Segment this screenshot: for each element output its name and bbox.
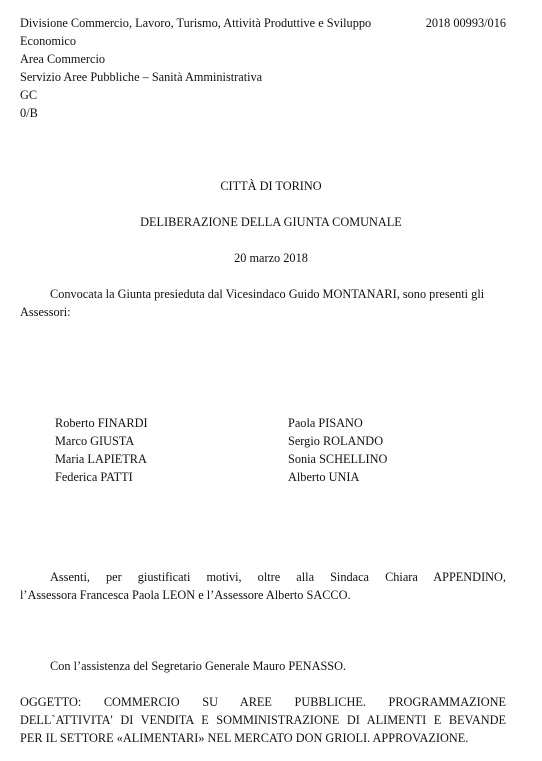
assessor-name: Alberto UNIA <box>288 470 360 484</box>
division-name-line-2: Economico <box>20 34 77 48</box>
division-name-line-1: Divisione Commercio, Lavoro, Turismo, Attività Produttive e Sviluppo <box>20 16 372 30</box>
city-title: CITTÀ DI TORINO <box>220 179 322 193</box>
deliberation-title: DELIBERAZIONE DELLA GIUNTA COMUNALE <box>140 215 402 229</box>
assessors-right-column <box>288 414 387 486</box>
absent-line-2: l’Assessora Francesca Paola LEON e l’Assessore Alberto SACCO. <box>20 588 351 602</box>
assessor-name: Marco GIUSTA <box>55 434 135 448</box>
assessor-name: Roberto FINARDI <box>55 416 148 430</box>
intro-line-1: Convocata la Giunta presieduta dal Vicesindaco Guido MONTANARI, sono presenti gli <box>50 287 485 301</box>
assessor-name: Sonia SCHELLINO <box>288 452 388 466</box>
subject-line-2: DELL`ATTIVITA' DI VENDITA E SOMMINISTRAZIONE DI ALIMENTI E BEVANDE <box>20 713 506 727</box>
assessor-name: Paola PISANO <box>288 416 363 430</box>
code-ob: 0/B <box>20 106 38 120</box>
division-header <box>20 14 371 122</box>
assessor-name: Maria LAPIETRA <box>55 452 147 466</box>
subject-line-1: OGGETTO: COMMERCIO SU AREE PUBBLICHE. PROGRAMMAZIONE <box>20 695 506 709</box>
absent-line-1: Assenti, per giustificati motivi, oltre alla Sindaca Chiara APPENDINO, <box>50 570 506 584</box>
document-reference-number: 2018 00993/016 <box>425 16 506 30</box>
area-name: Area Commercio <box>20 52 106 66</box>
assessor-name: Sergio ROLANDO <box>288 434 384 448</box>
code-gc: GC <box>20 88 38 102</box>
subject-line-3: PER IL SETTORE «ALIMENTARI» NEL MERCATO DON GRIOLI. APPROVAZIONE. <box>20 731 469 745</box>
service-name: Servizio Aree Pubbliche – Sanità Amministrativa <box>20 70 263 84</box>
assessor-name: Federica PATTI <box>55 470 133 484</box>
assistance-statement: Con l’assistenza del Segretario Generale Mauro PENASSO. <box>50 659 347 673</box>
deliberation-date: 20 marzo 2018 <box>234 251 308 265</box>
assessors-left-column <box>55 414 148 486</box>
intro-line-2: Assessori: <box>20 305 71 319</box>
